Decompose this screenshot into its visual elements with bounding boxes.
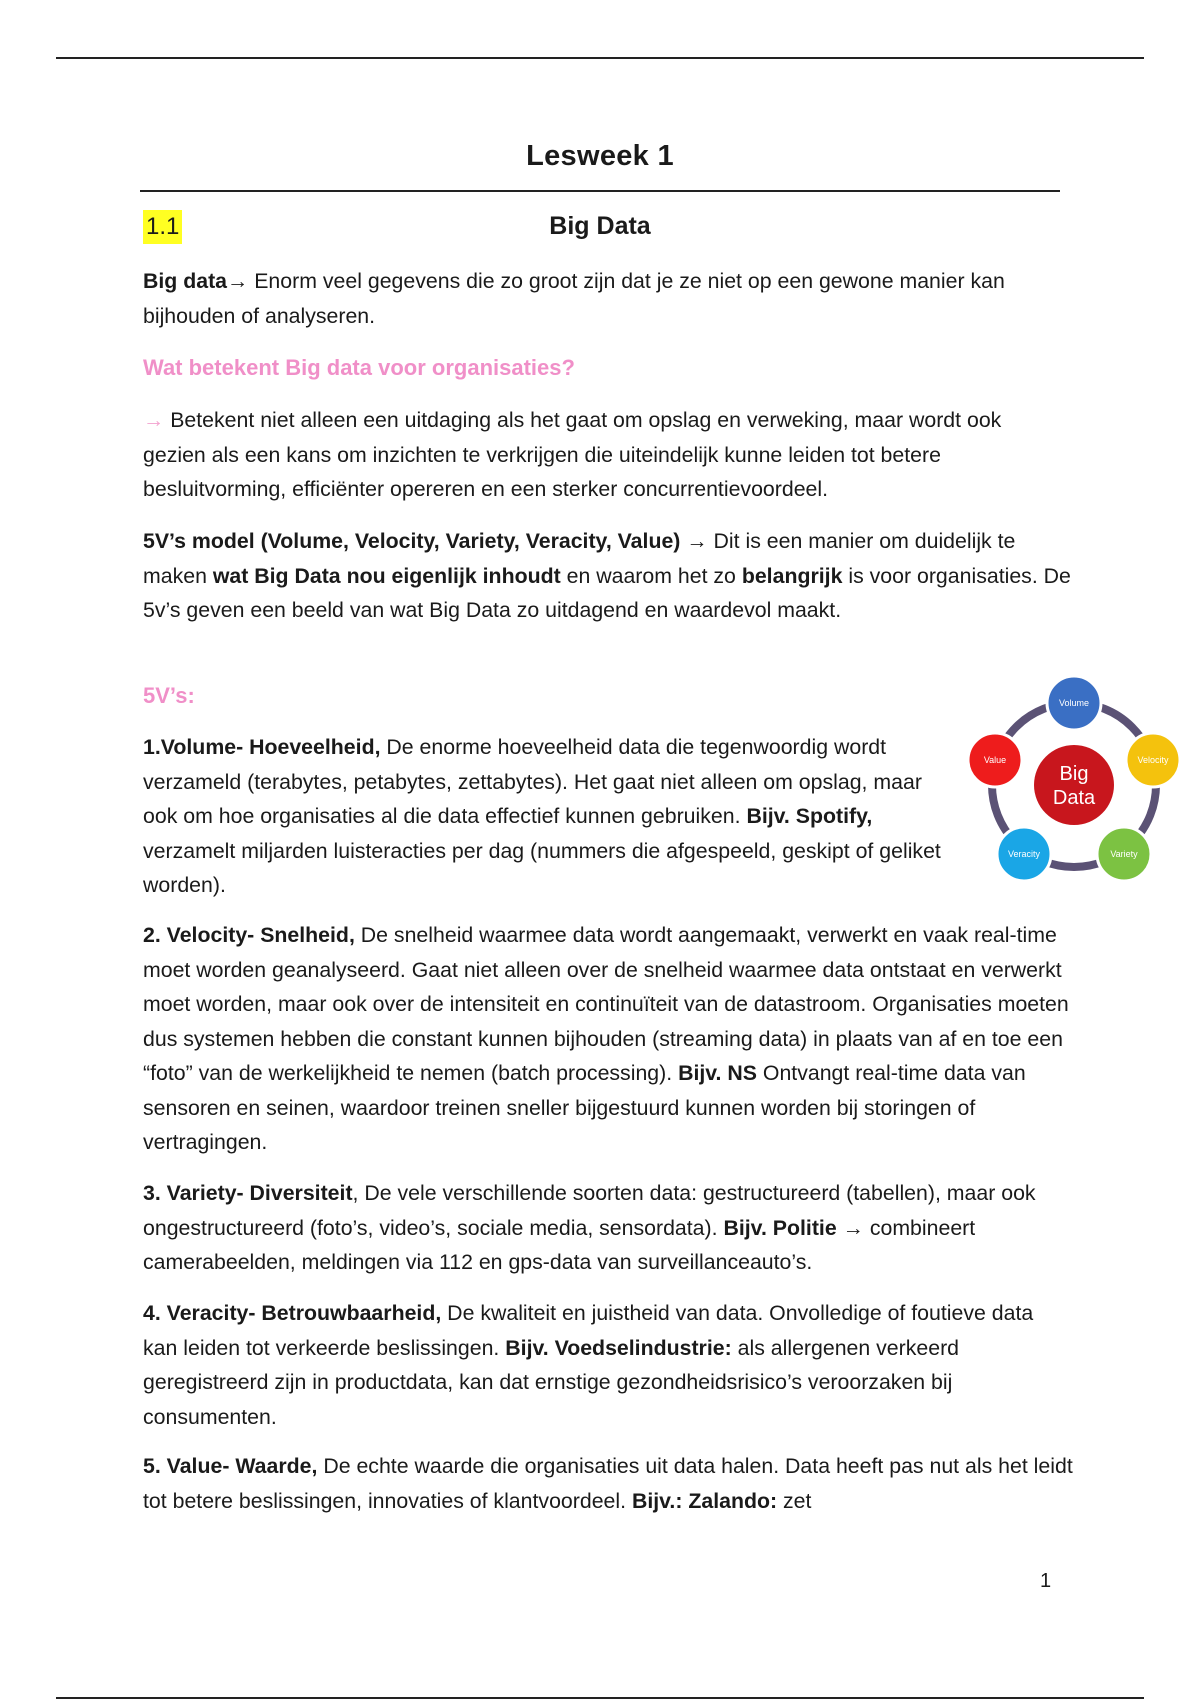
v-number: 5. [143, 1454, 161, 1478]
question-answer [143, 403, 1043, 507]
node-label: Volume [1058, 698, 1090, 708]
five-vs-diagram [962, 673, 1182, 895]
arrow-icon: → [143, 408, 165, 432]
page-top-rule [56, 57, 1144, 59]
intro-term: Big data [143, 269, 228, 293]
v-text: , De vele verschillende soorten data: gestructureerd (tabellen), maar ook ongestructureerd (foto’s, video’s, sociale media, sensordata). [143, 1181, 1036, 1240]
v-example: Bijv.: [631, 1488, 683, 1513]
intro-definition: Enorm veel gegevens die zo groot zijn dat je ze niet op een gewone manier kan bijhouden of analyseren. [143, 269, 1005, 328]
model-text: Dit is een manier om duidelijk te maken [143, 529, 1016, 588]
node-veracity [997, 827, 1051, 881]
node-variety [1097, 827, 1151, 881]
v-example-text: Ontvangt real-time data van sensoren en seinen, waardoor treinen sneller bijgestuurd kunnen worden bij storingen of vertragingen. [143, 1061, 1026, 1154]
v-velocity-paragraph [143, 918, 1073, 1160]
v-example-text: zet [777, 1488, 812, 1513]
vs-heading: 5V’s: [143, 683, 195, 708]
v-text: De snelheid waarmee data wordt aangemaakt, verwerkt en vaak real-time moet worden geanalyseerd. Gaat niet alleen over de snelheid waarmee data ontstaat en verwerkt moet worden, maar ook over de intensiteit en continuïteit van de datastroom. Organisaties moeten dus systemen hebben die constant kunnen bijhouden (streaming data) in plaats van af en toe een “foto” van de werkelijkheid te nemen (batch processing). [143, 923, 1069, 1085]
page-number: 1 [1040, 1570, 1052, 1592]
v-text: De enorme hoeveelheid data die tegenwoordig wordt verzameld (terabytes, petabytes, zettabytes). Het gaat niet alleen om opslag, maar ook om hoe organisaties al die data effectief kunnen gebruiken. [143, 735, 922, 828]
node-label: Value [983, 755, 1007, 765]
diagram-center [1034, 745, 1114, 825]
node-value [968, 733, 1022, 787]
node-velocity [1126, 733, 1180, 787]
intro-paragraph [143, 264, 1043, 333]
v-text: De echte waarde die organisaties uit data halen. Data heeft pas nut als het leidt tot betere beslissingen, innovaties of klantvoordeel. [143, 1454, 1073, 1513]
v-example-text: verzamelt miljarden luisteracties per dag (nummers die afgespeeld, geskipt of geliket worden). [143, 838, 941, 897]
node-label: Veracity [1007, 849, 1041, 859]
center-label: Data [1052, 787, 1096, 809]
page-bottom-rule [56, 1697, 1144, 1699]
arrow-icon: → [836, 1215, 864, 1240]
node-label: Variety [1110, 849, 1138, 859]
v-example: Bijv. Voedselindustrie: [505, 1335, 732, 1360]
section-title: Big Data [549, 212, 651, 240]
title-underline [140, 190, 1060, 192]
v-number: 3. [143, 1181, 161, 1205]
model-bold: belangrijk [741, 563, 843, 588]
v-example-text: als allergenen verkeerd geregistreerd zijn in productdata, kan dat ernstige gezondheidsrisico’s veroorzaken bij consumenten. [143, 1335, 960, 1429]
answer-text: Betekent niet alleen een uitdaging als het gaat om opslag en verweking, maar wordt ook gezien als een kans om inzichten te verkrijgen die uiteindelijk kunne leiden tot betere besluitvorming, efficiënter opereren en een sterker concurrentievoordeel. [143, 408, 1002, 501]
v-number: 2. [143, 923, 161, 947]
page-title: Lesweek 1 [526, 140, 674, 172]
v-example-text: combineert camerabeelden, meldingen via 112 en gps-data van surveillanceauto’s. [143, 1215, 976, 1274]
model-paragraph [143, 524, 1073, 628]
v-title: Velocity- Snelheid, [160, 923, 355, 947]
v-example: Zalando: [688, 1488, 778, 1513]
model-title: 5V’s model (Volume, Velocity, Variety, Veracity, Value) [143, 529, 681, 553]
section-number: 1.1 [143, 210, 182, 244]
v-title: 1.Volume- Hoeveelheid, [143, 735, 381, 759]
v-example: Bijv. NS [678, 1061, 757, 1085]
question-heading: Wat betekent Big data voor organisaties? [143, 355, 575, 380]
arrow-icon: → [227, 269, 249, 293]
v-veracity-paragraph [143, 1296, 1043, 1434]
v-example: Bijv. Spotify, [746, 804, 873, 828]
model-text: en waarom het zo [560, 563, 742, 588]
center-label: Big [1059, 763, 1089, 785]
model-bold: wat Big Data nou eigenlijk inhoudt [212, 563, 561, 588]
v-variety-paragraph [143, 1176, 1073, 1280]
node-volume [1047, 676, 1101, 730]
node-label: Velocity [1137, 755, 1169, 765]
v-volume-paragraph [143, 730, 943, 903]
v-title: Variety- Diversiteit [160, 1181, 353, 1205]
model-text: is voor organisaties. De 5v’s geven een beeld van wat Big Data zo uitdagend en waardevol maakt. [143, 563, 1071, 622]
v-title: 4. Veracity- Betrouwbaarheid, [143, 1301, 442, 1325]
v-title: Value- Waarde, [160, 1454, 318, 1478]
v-value-paragraph [143, 1449, 1073, 1518]
v-text: De kwaliteit en juistheid van data. Onvolledige of foutieve data kan leiden tot verkeerde beslissingen. [143, 1301, 1034, 1360]
v-example: Bijv. Politie [723, 1215, 837, 1240]
arrow-icon: → [686, 529, 708, 553]
